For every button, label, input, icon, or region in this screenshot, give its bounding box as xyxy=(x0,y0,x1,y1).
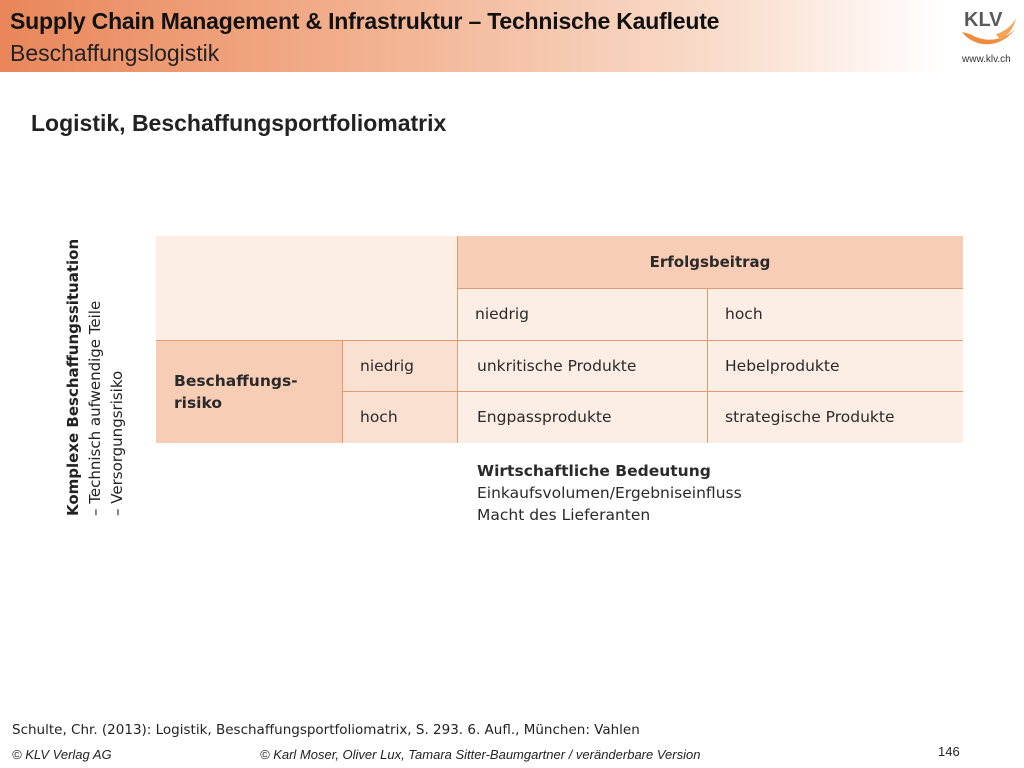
matrix-cell-unkritisch: unkritische Produkte xyxy=(457,340,707,391)
source-citation: Schulte, Chr. (2013): Logistik, Beschaffungsportfoliomatrix, S. 293. 6. Aufl., München: Vahlen xyxy=(12,722,640,738)
matrix-col-high: hoch xyxy=(707,288,963,340)
matrix-corner xyxy=(156,236,457,340)
side-label-item: – Versorgungsrisiko xyxy=(108,370,126,516)
matrix-divider xyxy=(156,340,963,341)
legend-line: Macht des Lieferanten xyxy=(477,506,651,524)
matrix-cell-hebel: Hebelprodukte xyxy=(707,340,963,391)
matrix-divider xyxy=(707,288,708,443)
matrix-row-low: niedrig xyxy=(342,340,457,391)
slide-heading: Logistik, Beschaffungsportfoliomatrix xyxy=(31,110,447,136)
matrix-col-header: Erfolgsbeitrag xyxy=(457,236,963,288)
page-number: 146 xyxy=(938,744,960,759)
klv-logo-icon xyxy=(956,4,1020,54)
side-label xyxy=(62,238,128,516)
matrix-row-high: hoch xyxy=(342,391,457,443)
matrix-divider xyxy=(342,391,963,392)
matrix-cell-engpass: Engpassprodukte xyxy=(457,391,707,443)
svg-text:KLV: KLV xyxy=(964,9,1003,31)
side-label-title: Komplexe Beschaffungssituation xyxy=(64,238,82,516)
matrix-legend xyxy=(477,460,742,526)
matrix-col-low: niedrig xyxy=(457,288,707,340)
matrix-row-header: Beschaffungs- risiko xyxy=(156,340,342,443)
matrix-cell-strategisch: strategische Produkte xyxy=(707,391,963,443)
header-title: Supply Chain Management & Infrastruktur – Technische Kaufleute xyxy=(10,8,720,34)
header-subtitle: Beschaffungslogistik xyxy=(10,40,220,66)
legend-line: Einkaufsvolumen/Ergebniseinfluss xyxy=(477,484,742,502)
legend-title: Wirtschaftliche Bedeutung xyxy=(477,462,711,480)
matrix-divider xyxy=(457,288,963,289)
footer-authors: © Karl Moser, Oliver Lux, Tamara Sitter-Baumgartner / veränderbare Version xyxy=(260,747,701,762)
side-label-item: – Technisch aufwendige Teile xyxy=(86,300,104,516)
footer-publisher: © KLV Verlag AG xyxy=(12,747,112,762)
logo-url[interactable]: www.klv.ch xyxy=(962,54,1011,65)
